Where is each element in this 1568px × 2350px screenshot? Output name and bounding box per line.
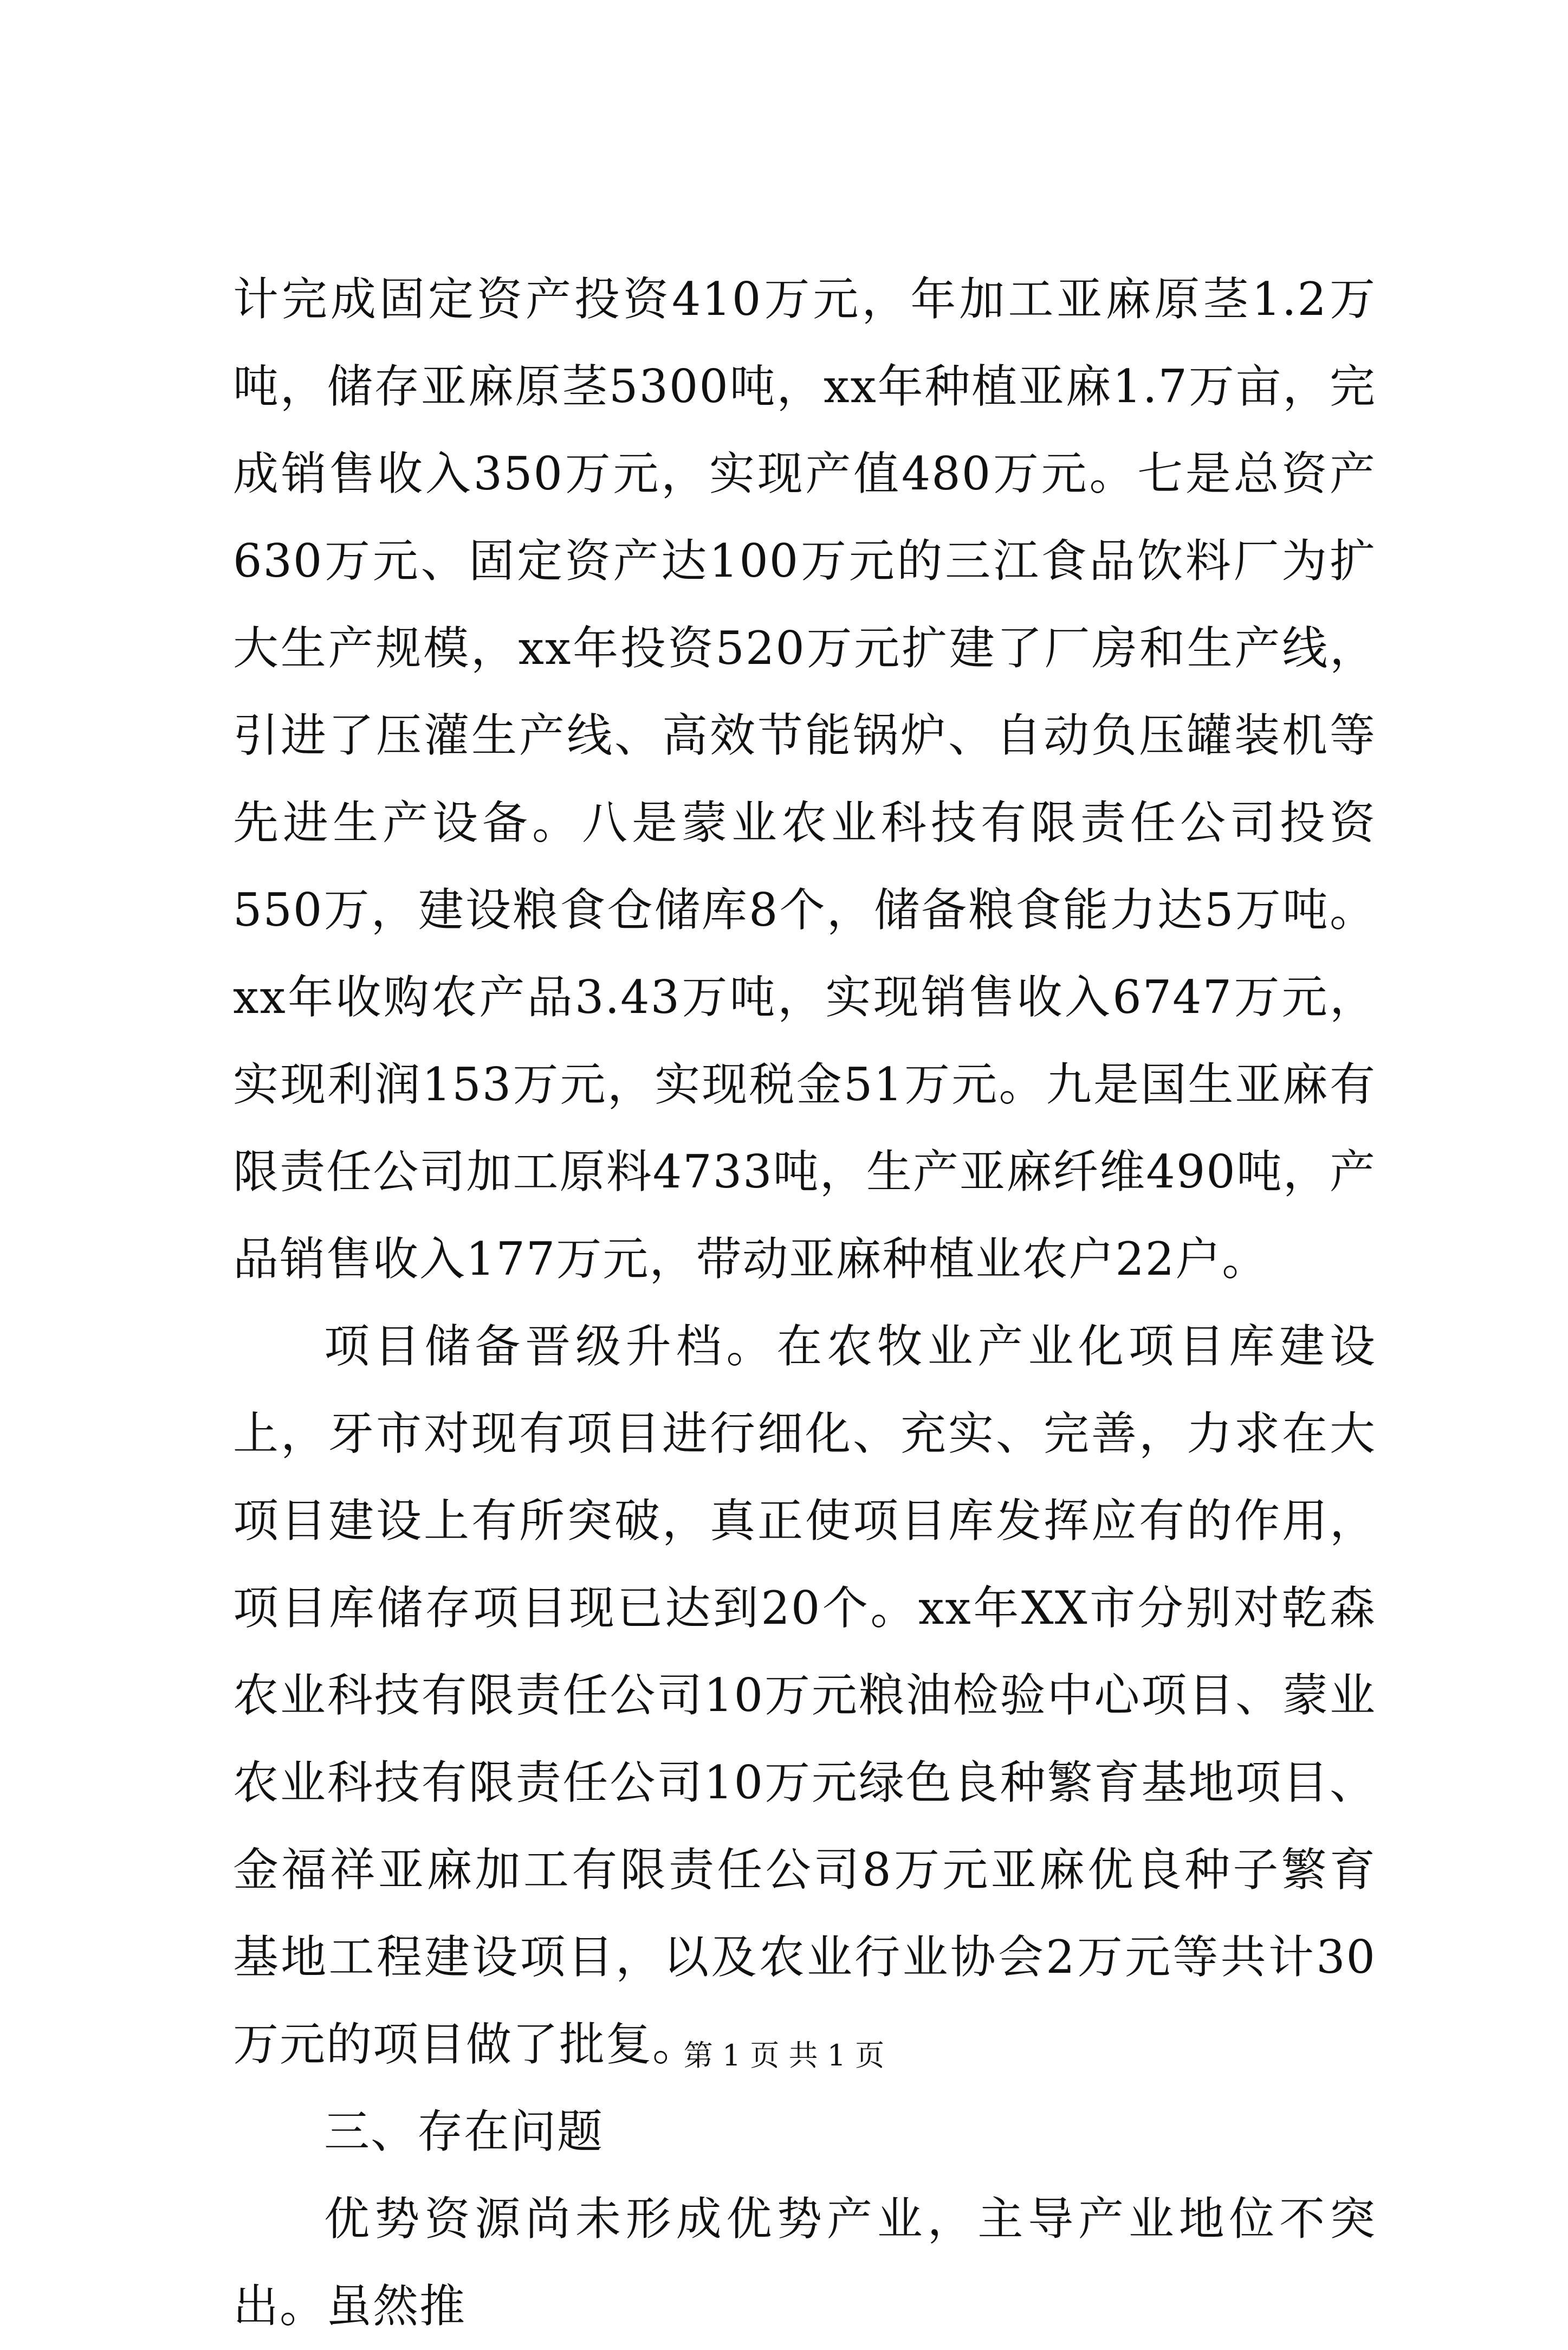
- document-body: [233, 256, 1376, 2350]
- page-footer: 第 1 页 共 1 页: [683, 2038, 885, 2073]
- paragraph-problems-start: 优势资源尚未形成优势产业，主导产业地位不突出。虽然推: [233, 2192, 1376, 2333]
- paragraph-project-reserve: 项目储备晋级升档。在农牧业产业化项目库建设上，牙市对现有项目进行细化、充实、完善，力求在大项目建设上有所突破，真正使项目库发挥应有的作用，项目库储存项目现已达到20个。xx年XX市分别对乾森农业科技有限责任公司10万元粮油检验中心项目、蒙业农业科技有限责任公司10万元绿色良种繁育基地项目、金福祥亚麻加工有限责任公司8万元亚麻优良种子繁育基地工程建设项目，以及农业行业协会2万元等共计30万元的项目做了批复。: [233, 1320, 1376, 2071]
- section-heading-problems: 三、存在问题: [324, 2105, 604, 2158]
- paragraph-investment-summary: 计完成固定资产投资410万元，年加工亚麻原茎1.2万吨，储存亚麻原茎5300吨，xx年种植亚麻1.7万亩，完成销售收入350万元，实现产值480万元。七是总资产630万元、固定资产达100万元的三江食品饮料厂为扩大生产规模，xx年投资520万元扩建了厂房和生产线，引进了压灌生产线、高效节能锅炉、自动负压罐装机等先进生产设备。八是蒙业农业科技有限责任公司投资550万，建设粮食仓储库8个，储备粮食能力达5万吨。xx年收购农产品3.43万吨，实现销售收入6747万元，实现利润153万元，实现税金51万元。九是国生亚麻有限责任公司加工原料4733吨，生产亚麻纤维490吨，产品销售收入177万元，带动亚麻种植业农户22户。: [233, 273, 1376, 1286]
